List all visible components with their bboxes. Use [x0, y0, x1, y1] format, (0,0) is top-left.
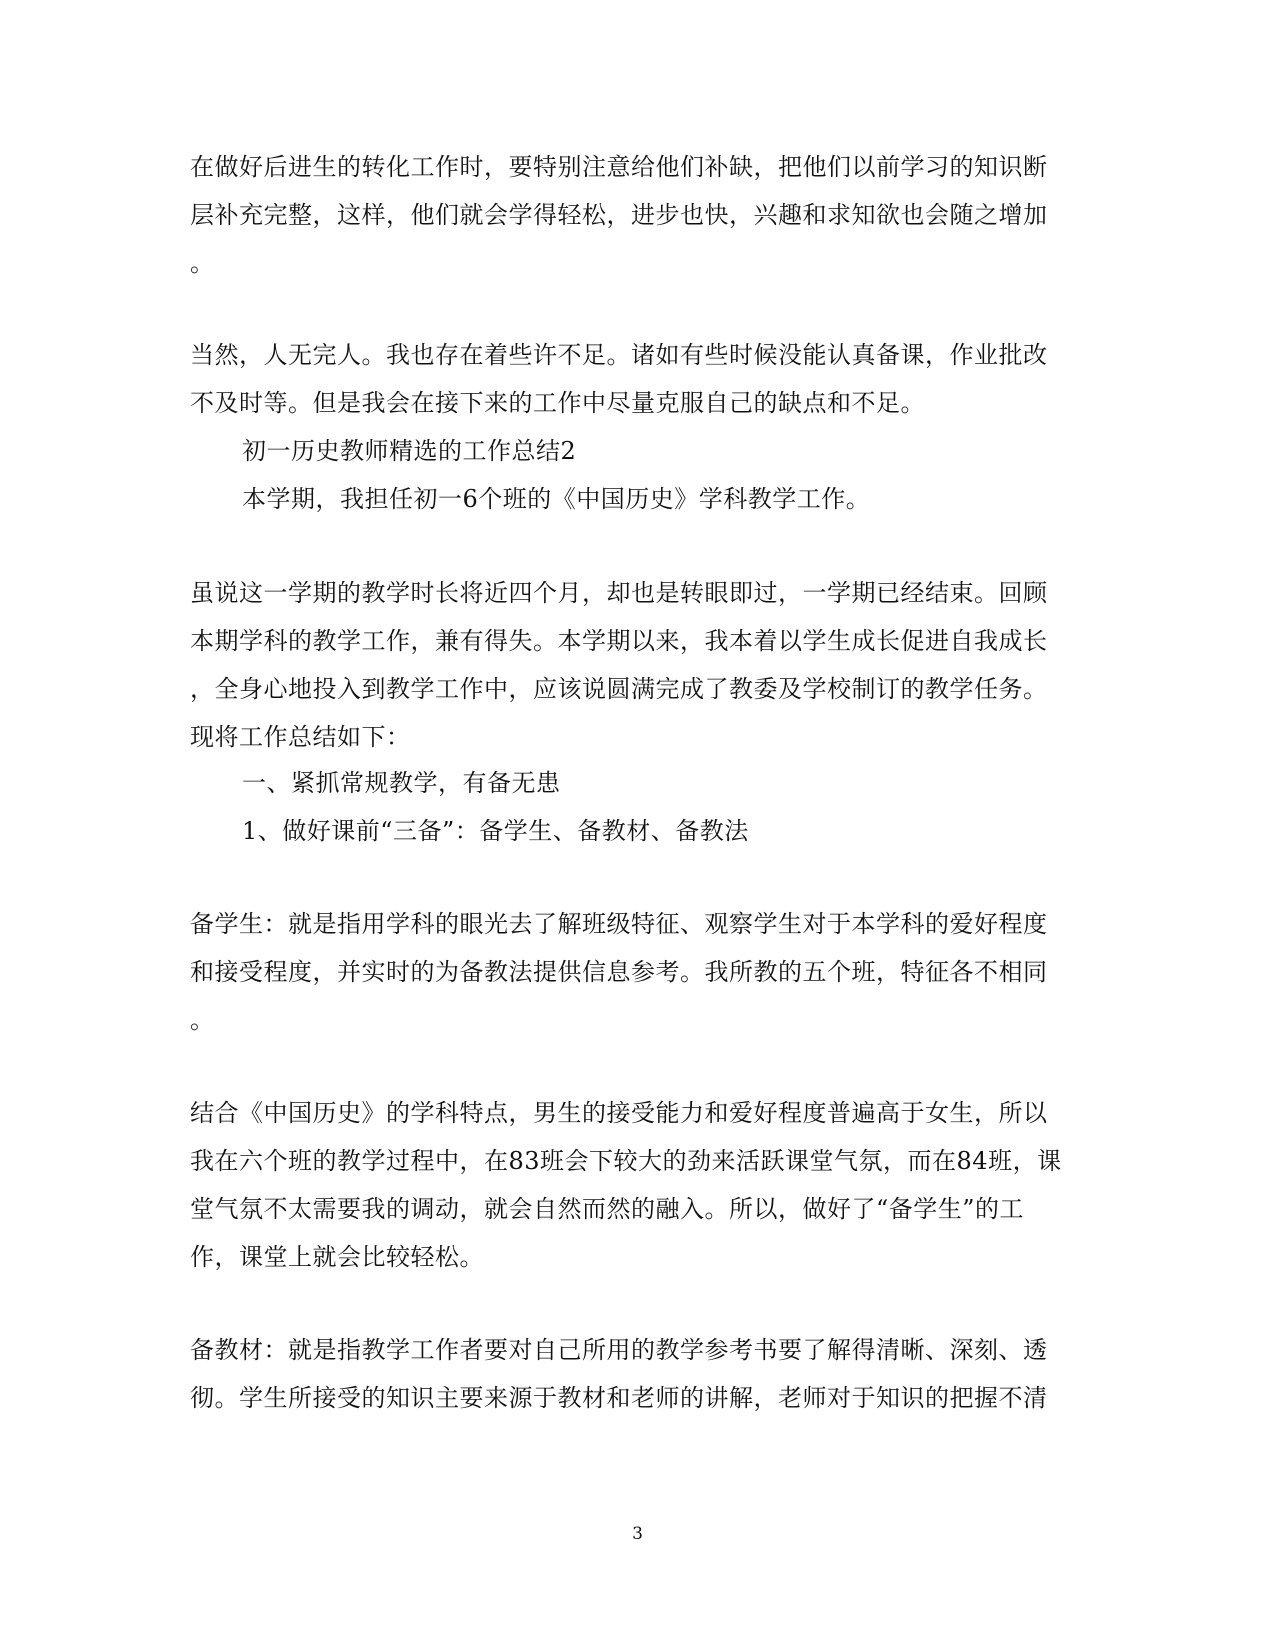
paragraph-line: 备教材：就是指教学工作者要对自己所用的教学参考书要了解得清晰、深刻、透	[190, 1336, 1048, 1364]
paragraph-line: 和接受程度，并实时的为备教法提供信息参考。我所教的五个班，特征各不相同	[190, 958, 1048, 986]
paragraph-line: ，全身心地投入到教学工作中，应该说圆满完成了教委及学校制订的教学任务。	[190, 675, 1048, 703]
paragraph-line: 我在六个班的教学过程中，在83班会下较大的劲来活跃课堂气氛，而在84班，课	[190, 1147, 1062, 1175]
paragraph-line: 作，课堂上就会比较轻松。	[190, 1243, 484, 1271]
paragraph-line: 结合《中国历史》的学科特点，男生的接受能力和爱好程度普遍高于女生，所以	[190, 1099, 1048, 1127]
paragraph-line: 在做好后进生的转化工作时，要特别注意给他们补缺，把他们以前学习的知识断	[190, 153, 1048, 181]
subsection-heading: 1、做好课前“三备”：备学生、备教材、备教法	[242, 817, 749, 845]
page-number: 3	[632, 1524, 643, 1544]
paragraph-line: 备学生：就是指用学科的眼光去了解班级特征、观察学生对于本学科的爱好程度	[190, 910, 1048, 938]
paragraph-line: 本学期，我担任初一6个班的《中国历史》学科教学工作。	[242, 485, 871, 513]
paragraph-line: 。	[190, 1006, 215, 1034]
paragraph-line: 虽说这一学期的教学时长将近四个月，却也是转眼即过，一学期已经结束。回顾	[190, 579, 1048, 607]
paragraph-line: 彻。学生所接受的知识主要来源于教材和老师的讲解，老师对于知识的把握不清	[190, 1384, 1048, 1412]
paragraph-line: 层补充完整，这样，他们就会学得轻松，进步也快，兴趣和求知欲也会随之增加	[190, 201, 1048, 229]
paragraph-line: 不及时等。但是我会在接下来的工作中尽量克服自己的缺点和不足。	[190, 389, 925, 417]
paragraph-line: 本期学科的教学工作，兼有得失。本学期以来，我本着以学生成长促进自我成长	[190, 627, 1048, 655]
paragraph-line: 现将工作总结如下：	[190, 723, 411, 751]
paragraph-line: 当然，人无完人。我也存在着些许不足。诸如有些时候没能认真备课，作业批改	[190, 341, 1048, 369]
section-title: 初一历史教师精选的工作总结2	[242, 437, 577, 465]
paragraph-line: 。	[190, 249, 215, 277]
section-heading: 一、紧抓常规教学，有备无患	[242, 769, 561, 797]
paragraph-line: 堂气氛不太需要我的调动，就会自然而然的融入。所以，做好了“备学生”的工	[190, 1195, 1025, 1223]
